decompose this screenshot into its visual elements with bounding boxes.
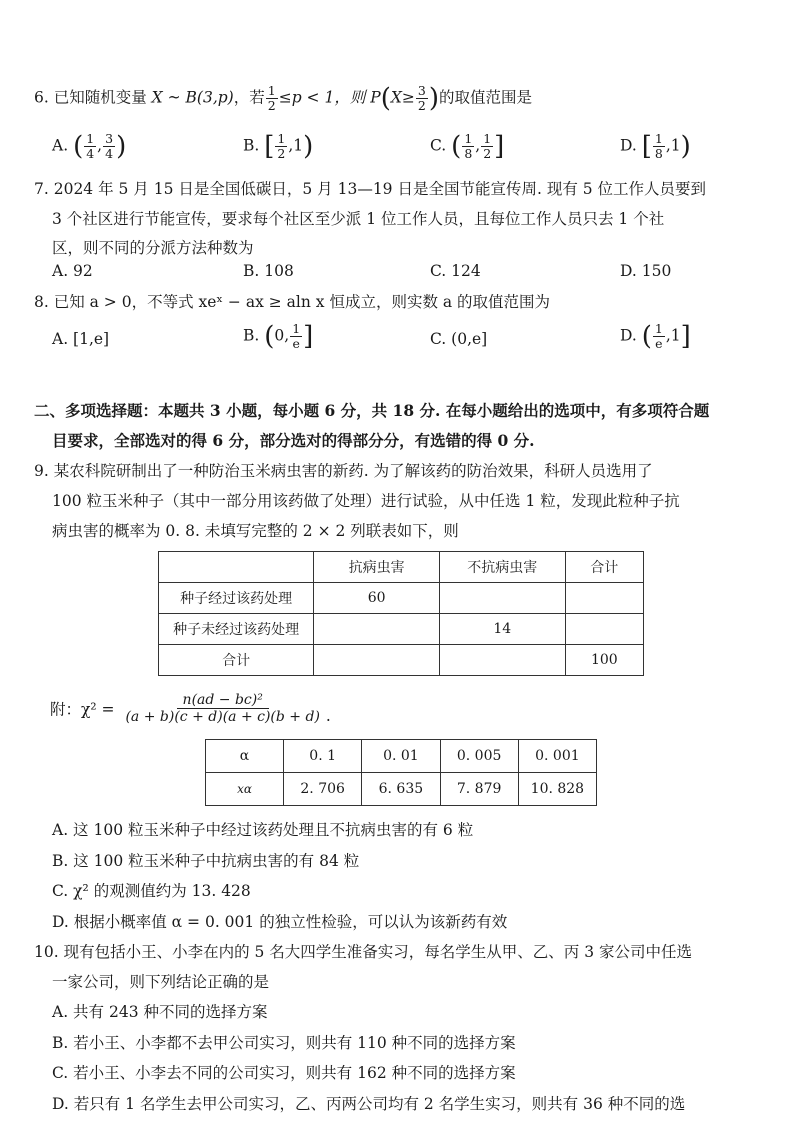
table-row: 种子经过该药处理 60 [159,583,644,614]
q7-option-d: D. 150 [620,262,672,280]
q7-option-c: C. 124 [430,262,481,280]
q9-line2: 100 粒玉米种子（其中一部分用该药做了处理）进行试验，从中任选 1 粒，发现此粒种子抗 [52,492,680,510]
q8-option-b: B. (0, $\frac{1}{e}$ ] [243,321,314,352]
table-row: 抗病虫害 不抗病虫害 合计 [159,552,644,583]
section2-line1: 二、多项选择题：本题共 3 小题，每小题 6 分，共 18 分. 在每小题给出的选项中，有多项符合题 [34,401,710,420]
q10-option-c: C. 若小王、小李去不同的公司实习，则共有 162 种不同的选择方案 [52,1064,516,1082]
critical-value-table [205,739,597,806]
table-row: 合计 100 [159,645,644,676]
q8-line1: 8. 已知 a > 0，不等式 xeˣ − ax ≥ aln x 恒成立，则实数 a 的取值范围为 [34,293,551,311]
table-row: α 0. 1 0. 01 0. 005 0. 001 [206,740,597,773]
q7-option-b: B. 108 [243,262,294,280]
q9-option-b: B. 这 100 粒玉米种子中抗病虫害的有 84 粒 [52,852,360,870]
q6-option-a: A. ( $\frac{1}{4}$ , $\frac{3}{4}$ ) [52,131,127,162]
q9-option-c: C. χ² 的观测值约为 13. 428 [52,882,251,900]
q7-line2: 3 个社区进行节能宣传，要求每个社区至少派 1 位工作人员，且每位工作人员只去 1 个社 [52,210,665,228]
chi-square-formula: 附：χ² = $\frac{\text{n(ad − bc)²}}{(a + b)(c + d)(a + c)(b + d)}$ . [50,692,331,725]
q10-option-d: D. 若只有 1 名学生去甲公司实习，乙、丙两公司均有 2 名学生实习，则共有 36 种不同的选 [52,1095,686,1113]
q6-frac-half: $\frac{1}{2}$ [267,83,276,113]
q7-option-a: A. 92 [52,262,93,280]
section2-line2: 目要求，全部选对的得 6 分，部分选对的得部分分，有选错的得 0 分. [52,431,535,450]
q6-distribution: X ~ B(3,p) [151,88,234,107]
q9-option-a: A. 这 100 粒玉米种子中经过该药处理且不抗病虫害的有 6 粒 [52,821,474,839]
q6-stem: 6. 已知随机变量 X ~ B(3,p)，若 $\frac{1}{2}$ ≤p < 1，则 P(X≥ $\frac{3}{2}$ )的取值范围是 [34,83,533,114]
q6-option-c: C. ( $\frac{1}{8}$ , $\frac{1}{2}$ ] [430,131,505,162]
q9-option-d: D. 根据小概率值 α = 0. 001 的独立性检验，可以认为该新药有效 [52,913,508,931]
q9-line1: 9. 某农科院研制出了一种防治玉米病虫害的新药. 为了解该药的防治效果，科研人员选用了 [34,462,653,480]
q6-frac-threehalf: $\frac{3}{2}$ [417,83,426,113]
q10-line2: 一家公司，则下列结论正确的是 [52,973,270,991]
q10-line1: 10. 现有包括小王、小李在内的 5 名大四学生准备实习，每名学生从甲、乙、丙 3 家公司中任选 [34,943,693,961]
q8-option-d: D. ( $\frac{1}{e}$ ,1] [620,321,691,352]
q8-option-a: A. [1,e] [52,330,110,348]
q6-option-d: D. [ $\frac{1}{8}$ ,1) [620,131,691,162]
table-row: 种子未经过该药处理 14 [159,614,644,645]
contingency-table [158,551,644,676]
q10-option-a: A. 共有 243 种不同的选择方案 [52,1003,268,1021]
q7-line1: 7. 2024 年 5 月 15 日是全国低碳日，5 月 13—19 日是全国节能宣传周. 现有 5 位工作人员要到 [34,180,707,198]
q7-line3: 区，则不同的分派方法种数为 [52,239,254,257]
q10-option-b: B. 若小王、小李都不去甲公司实习，则共有 110 种不同的选择方案 [52,1034,516,1052]
q6-option-b: B. [ $\frac{1}{2}$ ,1) [243,131,314,162]
q8-option-c: C. (0,e] [430,330,488,348]
table-row: xα 2. 706 6. 635 7. 879 10. 828 [206,773,597,806]
q9-line3: 病虫害的概率为 0. 8. 未填写完整的 2 × 2 列联表如下，则 [52,522,459,540]
